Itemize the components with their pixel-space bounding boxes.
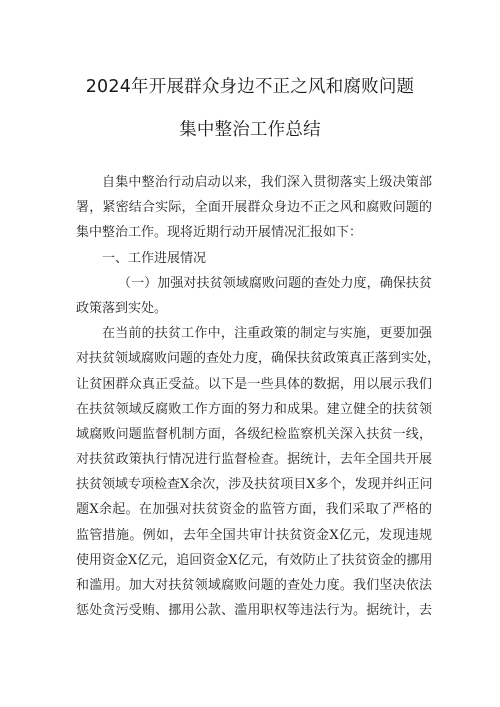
document-body (76, 170, 441, 623)
body-line: 让贫困群众真正受益。以下是一些具体的数据，用以展示我们 (76, 376, 432, 392)
document-title-line-1: 2024年开展群众身边不正之风和腐败问题 (85, 77, 415, 97)
body-line: 惩处贪污受贿、挪用公款、滥用职权等违法行为。据统计，去 (76, 603, 432, 619)
body-line: 在当前的扶贫工作中，注重政策的制定与实施，更要加强 (102, 326, 432, 342)
body-line: 对扶贫政策执行情况进行监督检查。据统计，去年全国共开展 (76, 452, 432, 468)
body-line: 署，紧密结合实际，全面开展群众身边不正之风和腐败问题的 (76, 200, 432, 216)
document-title-line-2: 集中整治工作总结 (179, 120, 321, 140)
body-line: 自集中整治行动启动以来，我们深入贯彻落实上级决策部 (102, 175, 432, 190)
body-line: 扶贫领域专项检查X余次，涉及扶贫项目X多个，发现并纠正问 (76, 477, 433, 493)
body-line: 和滥用。加大对扶贫领域腐败问题的查处力度。我们坚决依法 (76, 578, 432, 593)
body-line: 使用资金X亿元，追回资金X亿元，有效防止了扶贫资金的挪用 (76, 552, 433, 568)
body-line: 监管措施。例如，去年全国共审计扶贫资金X亿元，发现违规 (76, 527, 432, 543)
body-line: 题X余起。在加强对扶贫资金的监管方面，我们采取了严格的 (76, 502, 432, 518)
section-heading: 一、工作进展情况 (102, 250, 207, 266)
subsection-heading-cont: 政策落到实处。 (76, 300, 168, 316)
subsection-heading: （一）加强对扶贫领域腐败问题的查处力度，确保扶贫 (118, 275, 432, 291)
body-line: 集中整治工作。现将近期行动开展情况汇报如下： (76, 225, 363, 241)
body-line: 对扶贫领域腐败问题的查处力度，确保扶贫政策真正落到实处， (76, 351, 441, 367)
body-line: 域腐败问题监督机制方面，各级纪检监察机关深入扶贫一线， (76, 426, 432, 442)
body-line: 在扶贫领域反腐败工作方面的努力和成果。建立健全的扶贫领 (76, 401, 432, 417)
